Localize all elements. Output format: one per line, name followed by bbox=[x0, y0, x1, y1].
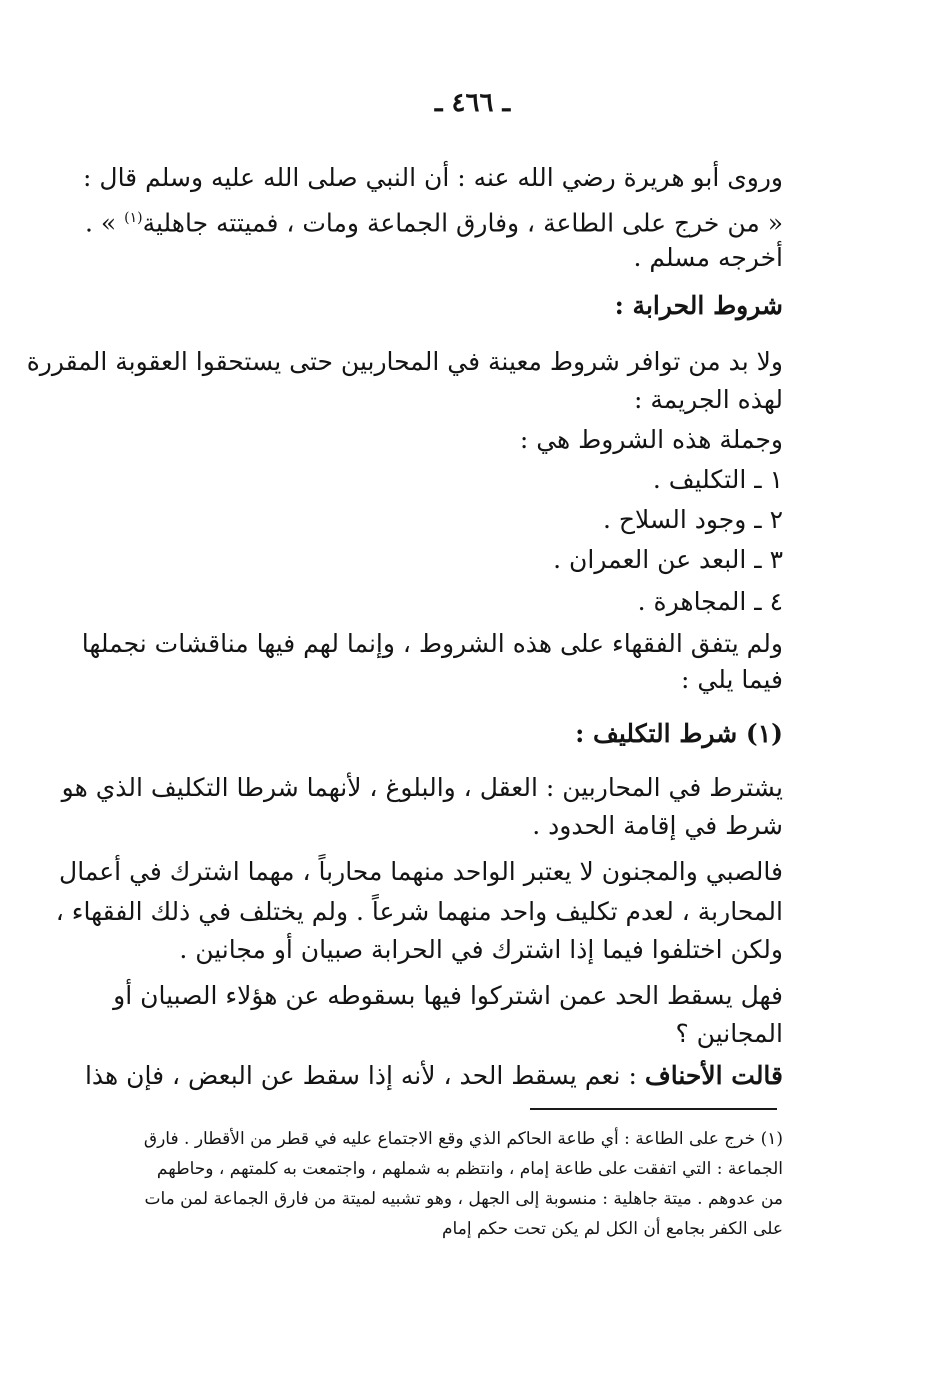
paragraph-line: فيما يلي : bbox=[681, 665, 783, 694]
paragraph-line: شرط في إقامة الحدود . bbox=[532, 811, 783, 840]
condition-item: ٢ ـ وجود السلاح . bbox=[603, 505, 783, 534]
footnote-line: على الكفر بجامع أن الكل لم يكن تحت حكم إمام bbox=[442, 1219, 783, 1239]
footnote-line: (١) خرج على الطاعة : أي طاعة الحاكم الذي وقع الاجتماع عليه في قطر من الأقطار . فارق bbox=[143, 1129, 783, 1149]
hadith-source: أخرجه مسلم . bbox=[633, 243, 783, 272]
paragraph-line: ولكن اختلفوا فيما إذا اشترك في الحرابة صبيان أو مجانين . bbox=[179, 935, 783, 964]
hanafi-text: : نعم يسقط الحد ، لأنه إذا سقط عن البعض ، فإن هذا bbox=[84, 1061, 645, 1090]
paragraph-line bbox=[84, 1056, 783, 1096]
paragraph-line: المحاربة ، لعدم تكليف واحد منهما شرعاً . ولم يختلف في ذلك الفقهاء ، bbox=[55, 897, 783, 926]
section-heading-conditions: شروط الحرابة : bbox=[614, 291, 783, 320]
paragraph-line: لهذه الجريمة : bbox=[634, 385, 783, 414]
page-number: ـ ٤٦٦ ـ bbox=[434, 88, 511, 118]
paragraph-line: وجملة هذه الشروط هي : bbox=[519, 425, 783, 454]
footnote-line: الجماعة : التي اتفقت على طاعة إمام ، وانتظم به شملهم ، واجتمعت به كلمتهم ، وحاطهم bbox=[156, 1159, 783, 1179]
hadith-quote bbox=[84, 198, 783, 243]
paragraph-line: فهل يسقط الحد عمن اشتركوا فيها بسقوطه عن هؤلاء الصبيان أو bbox=[113, 981, 783, 1010]
condition-item: ١ ـ التكليف . bbox=[652, 465, 783, 494]
hadith-intro: وروى أبو هريرة رضي الله عنه : أن النبي صلى الله عليه وسلم قال : bbox=[83, 163, 783, 192]
footnote-line: من عدوهم . ميتة جاهلية : منسوبة إلى الجهل ، وهو تشبيه لميتة من فارق الجماعة لمن مات bbox=[144, 1189, 783, 1209]
footnote-reference: (١) bbox=[124, 210, 143, 226]
condition-item: ٣ ـ البعد عن العمران . bbox=[553, 545, 783, 574]
paragraph-line: ولا بد من توافر شروط معينة في المحاربين حتى يستحقوا العقوبة المقررة bbox=[26, 347, 783, 376]
paragraph-line: فالصبي والمجنون لا يعتبر الواحد منهما محارباً ، مهما اشترك في أعمال bbox=[59, 857, 783, 886]
hadith-quote-close: » . bbox=[84, 208, 125, 238]
hanafi-label: قالت الأحناف bbox=[644, 1061, 783, 1090]
condition-item: ٤ ـ المجاهرة . bbox=[637, 587, 783, 616]
paragraph-line: المجانين ؟ bbox=[675, 1019, 783, 1048]
paragraph-line: يشترط في المحاربين : العقل ، والبلوغ ، لأنهما شرطا التكليف الذي هو bbox=[61, 773, 783, 802]
section-heading-taklif: (١) شرط التكليف : bbox=[575, 719, 783, 748]
paragraph-line: ولم يتفق الفقهاء على هذه الشروط ، وإنما لهم فيها مناقشات نجملها bbox=[81, 629, 783, 658]
hadith-quote-text: « من خرج على الطاعة ، وفارق الجماعة ومات ، فميتته جاهلية bbox=[142, 208, 783, 238]
footnote-divider bbox=[530, 1108, 777, 1110]
